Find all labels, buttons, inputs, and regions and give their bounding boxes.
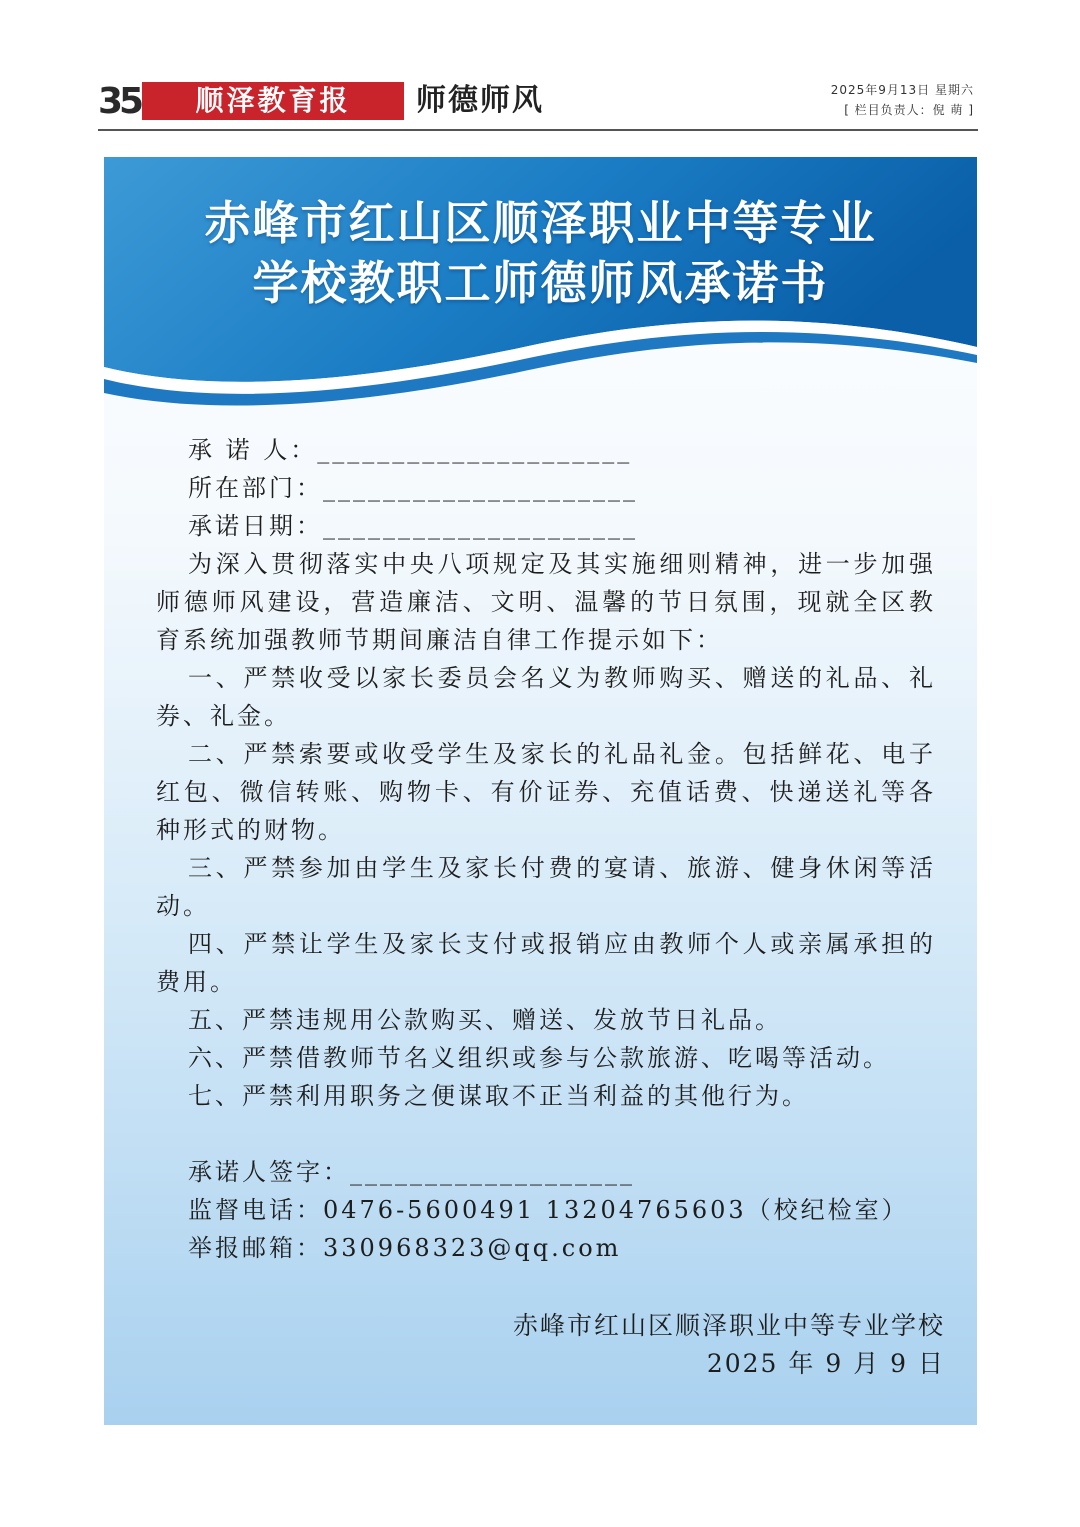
- pledge-poster: [104, 157, 977, 1425]
- signature-field: 承诺人签字：___________________: [188, 1158, 635, 1186]
- column-editor: [ 栏目负责人：倪 萌 ]: [844, 103, 974, 117]
- date-field: 承诺日期：_____________________: [188, 512, 638, 540]
- rule-item: 六、严禁借教师节名义组织或参与公款旅游、吃喝等活动。: [188, 1044, 890, 1072]
- title-line-1: 赤峰市红山区顺泽职业中等专业: [204, 196, 877, 250]
- rule-item: 五、严禁违规用公款购买、赠送、发放节日礼品。: [188, 1006, 782, 1034]
- promisor-field: 承 诺 人：_____________________: [188, 436, 633, 464]
- masthead: [98, 78, 978, 128]
- spacer: [156, 1115, 936, 1153]
- section-title: 师德师风: [416, 83, 544, 118]
- pledge-body: [156, 431, 936, 1267]
- school-name: 赤峰市红山区顺泽职业中等专业学校: [512, 1311, 945, 1340]
- rule-item: 二、严禁索要或收受学生及家长的礼品礼金。包括鲜花、电子红包、微信转账、购物卡、有价证券、充值话费、快递送礼等各种形式的财物。: [156, 740, 936, 844]
- department-field: 所在部门：_____________________: [188, 474, 638, 502]
- paper-name-logo: 顺泽教育报: [142, 82, 404, 120]
- issue-sign-date: 2025 年 9 月 9 日: [706, 1349, 945, 1378]
- title-line-2: 学校教职工师德师风承诺书: [252, 256, 829, 310]
- issuer-block: [513, 1307, 945, 1383]
- rule-item: 一、严禁收受以家长委员会名义为教师购买、赠送的礼品、礼券、礼金。: [156, 664, 936, 730]
- masthead-divider: [98, 129, 978, 131]
- issue-date: 2025年9月13日 星期六: [830, 83, 974, 97]
- poster-title: [104, 193, 977, 313]
- intro-paragraph: 为深入贯彻落实中央八项规定及其实施细则精神，进一步加强师德师风建设，营造廉洁、文明、温馨的节日氛围，现就全区教育系统加强教师节期间廉洁自律工作提示如下：: [156, 550, 936, 654]
- rule-item: 四、严禁让学生及家长支付或报销应由教师个人或亲属承担的费用。: [156, 930, 936, 996]
- supervision-phone: 监督电话：0476-5600491 13204765603（校纪检室）: [188, 1196, 909, 1224]
- rule-item: 三、严禁参加由学生及家长付费的宴请、旅游、健身休闲等活动。: [156, 854, 936, 920]
- report-email: 举报邮箱：330968323@qq.com: [188, 1234, 622, 1262]
- rule-item: 七、严禁利用职务之便谋取不正当利益的其他行为。: [188, 1082, 809, 1110]
- page-number: 35: [98, 81, 141, 122]
